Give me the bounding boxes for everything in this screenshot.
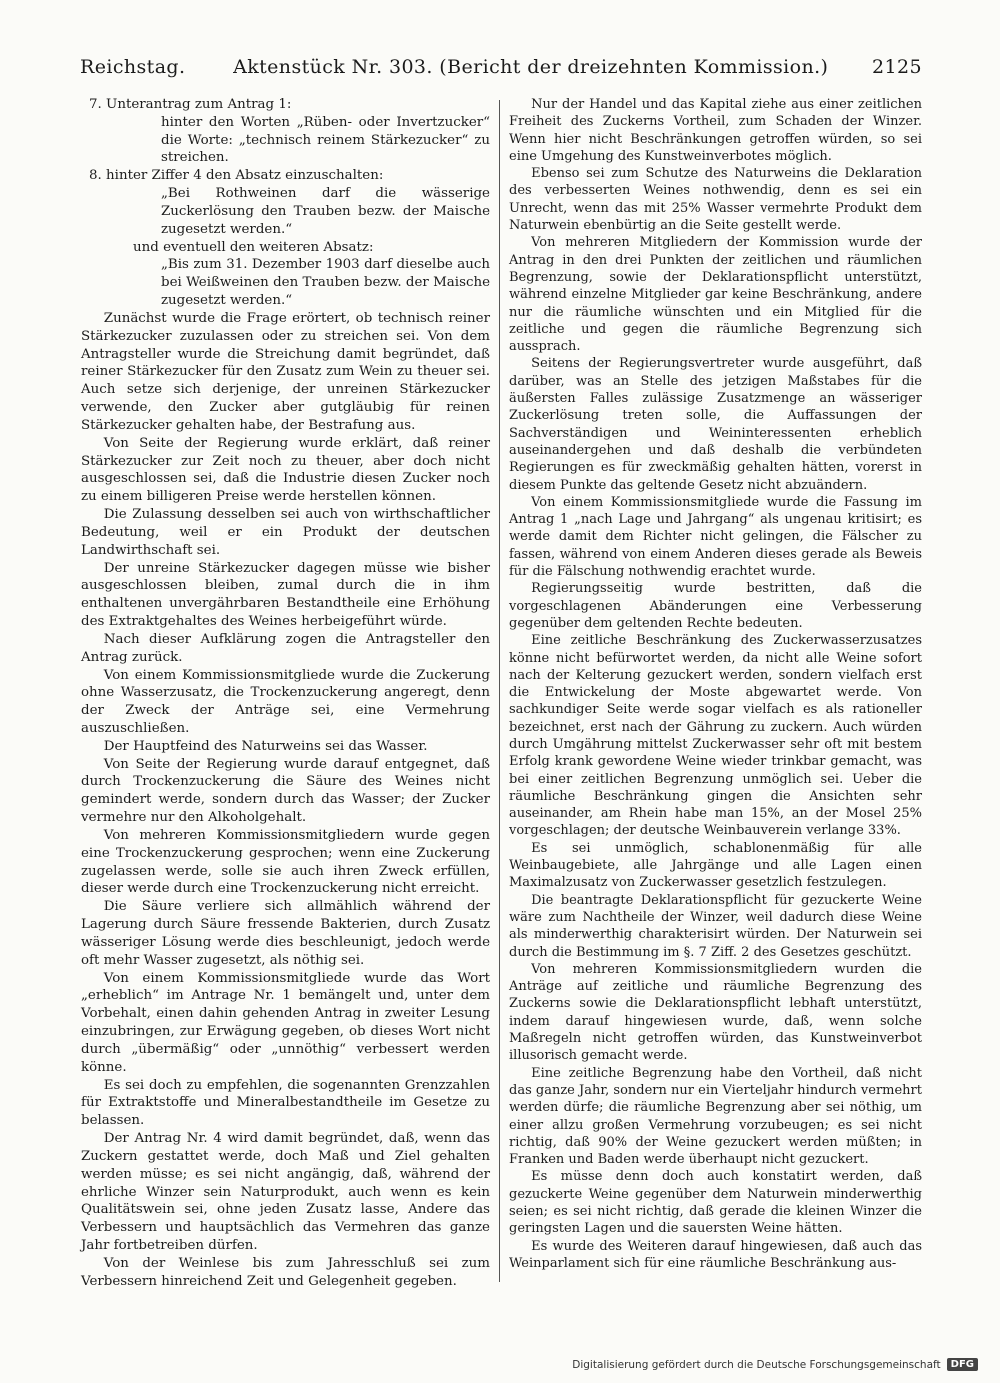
page-number: 2125 [872,56,922,78]
right-column [509,96,922,1272]
paragraph: Von mehreren Mitgliedern der Kommission wurde der Antrag in den drei Punkten der zeitlichen und räumlichen Begrenzung, sowie der Deklarationspflicht unterstützt, während einzelne Mitglieder gar keine Beschränkung, andere nur die räumliche wünschten und ein Mitglied für die zeitliche und gegen die räumliche Begrenzung sich aussprach. [509,235,922,355]
paragraph: Ebenso sei zum Schutze des Naturweins die Deklaration des verbesserten Weines nothwendig, denn es sei ein Unrecht, wenn das mit 25% Wasser vermehrte Produkt dem Naturwein ebenbürtig an die Seite gestellt werde. [509,166,922,234]
paragraph: Nach dieser Aufklärung zogen die Antragsteller den Antrag zurück. [81,631,490,665]
header-title: Aktenstück Nr. 303. (Bericht der dreizehnten Kommission.) [233,56,829,78]
paragraph: Seitens der Regierungsvertreter wurde ausgeführt, daß darüber, was an Stelle des jetzigen Maßstabes für die äußersten Falles zulässige Zusatzmenge an wässeriger Zuckerlösung treten solle, die Auffassungen der Sachverständigen und Weininteressenten erheblich auseinandergehen und daß deshalb die verbündeten Regierungen es für zweckmäßig gehalten hätten, vorerst in diesem Punkte das geltende Gesetz nicht abzuändern. [509,356,922,493]
paragraph: Der unreine Stärkezucker dagegen müsse wie bisher ausgeschlossen bleiben, zumal durch die in ihm enthaltenen unvergährbaren Bestandtheile eine Erhöhung des Extraktgehaltes des Weines herbeigeführt würde. [81,560,490,630]
paragraph: Nur der Handel und das Kapital ziehe aus einer zeitlichen Freiheit des Zuckerns Vortheil, zum Schaden der Winzer. Wenn hier nicht Beschränkungen getroffen würden, so sei eine Umgehung des Kunstweinverbotes möglich. [509,97,922,164]
paragraph: Eine zeitliche Begrenzung habe den Vortheil, daß nicht das ganze Jahr, sondern nur ein Vierteljahr hindurch vermehrt werden dürfe; die räumliche Begrenzung aber sei nöthig, um einer allzu großen Vermehrung vorzubeugen; es sei nicht richtig, daß 90% der Weine gezuckert werden müßten; in Franken und Baden werde überhaupt nicht gezuckert. [509,1065,922,1168]
paragraph: Eine zeitliche Beschränkung des Zuckerwasserzusatzes könne nicht befürwortet werden, da nicht alle Weine sofort nach der Kelterung gezuckert werden, sondern vielfach erst die Entwickelung der Moste abgewartet werde. Von sachkundiger Seite werde sogar vielfach es als rationeller bezeichnet, erst nach der Gährung zu zuckern. Auch würden durch Umgährung mittelst Zuckerwasser sehr oft mit bestem Erfolg krank gewordene Weine wieder trinkbar gemacht, was bei einer zeitlichen Begrenzung unmöglich sei. Ueber die räumliche Beschränkung gingen die Ansichten sehr auseinander, am Rhein habe man 15%, an der Mosel 25% vorgeschlagen; der deutsche Weinbauverein verlange 33%. [509,633,922,839]
item-7-text: hinter den Worten „Rüben- oder Invertzucker“ die Worte: „technisch reinem Stärkezucker“ zu streichen. [161,114,490,166]
item-8-quote: „Bei Rothweinen darf die wässerige Zuckerlösung den Trauben bezw. der Maische zugesetzt werden.“ [161,186,490,237]
paragraph: Es müsse denn doch auch konstatirt werden, daß gezuckerte Weine gegenüber dem Naturwein minderwerthig seien; es sei nicht richtig, daß gerade die kleinen Winzer die geringsten Lagen und die sauersten Weine hätten. [509,1169,922,1237]
paragraph: Von Seite der Regierung wurde darauf entgegnet, daß durch Trockenzuckerung die Säure des Weines nicht gemindert werde, sondern durch das Wasser; der Zucker vermehre nur den Alkoholgehalt. [81,756,490,826]
item-8-continuation: und eventuell den weiteren Absatz: [133,239,374,255]
item-8-title: 8. hinter Ziffer 4 den Absatz einzuschalten: [89,168,384,184]
paragraph: Die beantragte Deklarationspflicht für gezuckerte Weine wäre zum Nachtheile der Winzer, weil dadurch diese Weine als minderwerthig charakterisirt würden. Der Naturwein sei durch die Bestimmung im §. 7 Ziff. 2 des Gesetzes geschützt. [509,892,922,960]
paragraph: Zunächst wurde die Frage erörtert, ob technisch reiner Stärkezucker zuzulassen oder zu streichen sei. Von dem Antragsteller wurde die Streichung damit begründet, daß reiner Stärkezucker für den Zusatz zum Wein zu theuer sei. Auch setze sich derjenige, der unreinen Stärkezucker verwende, den Zucker aber gutgläubig für reinen Stärkezucker gehalten habe, der Bestrafung aus. [81,310,490,433]
paragraph: Der Antrag Nr. 4 wird damit begründet, daß, wenn das Zuckern gestattet werde, doch Maß und Ziel gehalten werden müsse; es sei nicht angängig, daß, während der ehrliche Winzer sein Naturprodukt, auch wenn es kein Qualitätswein sei, ohne jeden Zusatz lasse, Andere das Verbessern und hauptsächlich das Vermehren das ganze Jahr fortbetreiben dürfen. [81,1131,490,1253]
dfg-logo: DFG [947,1358,978,1371]
paragraph: Es wurde des Weiteren darauf hingewiesen, daß auch das Weinparlament sich für eine räumliche Beschränkung aus- [509,1238,922,1271]
paragraph: Von Seite der Regierung wurde erklärt, daß reiner Stärkezucker zur Zeit noch zu theuer, aber doch nicht ausgeschlossen sei, daß die Industrie diesen Zucker noch zu einem billigeren Preise werde herstellen können. [81,435,490,505]
item-7-title: 7. Unterantrag zum Antrag 1: [89,97,292,112]
item-8-quote-2: „Bis zum 31. Dezember 1903 darf dieselbe auch bei Weißweinen den Trauben bezw. der Maische zugesetzt werden.“ [161,257,490,309]
header-left: Reichstag. [80,56,186,78]
digitization-credit [572,1358,978,1371]
paragraph: Die Zulassung desselben sei auch von wirthschaftlicher Bedeutung, weil er ein Produkt der deutschen Landwirthschaft sei. [81,507,490,558]
footer-text: Digitalisierung gefördert durch die Deutsche Forschungsgemeinschaft [572,1358,941,1371]
column-divider [499,100,500,1282]
paragraph: Von einem Kommissionsmitgliede wurde die Zuckerung ohne Wasserzusatz, die Trockenzuckerung angeregt, denn der Zweck der Anträge sei, eine Vermehrung auszuschließen. [81,667,490,736]
paragraph: Es sei doch zu empfehlen, die sogenannten Grenzzahlen für Extraktstoffe und Mineralbestandtheile im Gesetze zu belassen. [81,1077,490,1129]
paragraph: Es sei unmöglich, schablonenmäßig für alle Weinbaugebiete, alle Jahrgänge und alle Lagen einen Maximalzusatz von Zuckerwasser gesetzlich festzulegen. [509,840,922,891]
paragraph: Von mehreren Kommissionsmitgliedern wurden die Anträge auf zeitliche und räumliche Begrenzung des Zuckerns sowie die Deklarationspflicht lebhaft unterstützt, indem darauf hingewiesen wurde, daß, wenn solche Maßregeln nicht getroffen würden, das Kunstweinverbot illusorisch gemacht werde. [509,961,922,1064]
page-header [80,56,922,86]
paragraph: Von mehreren Kommissionsmitgliedern wurde gegen eine Trockenzuckerung gesprochen; wenn eine Zuckerung zugelassen werde, solle sie auch ihren Zweck erfüllen, dieser werde durch eine Trockenzuckerung nicht erreicht. [81,827,490,897]
paragraph: Von der Weinlese bis zum Jahresschluß sei zum Verbessern hinreichend Zeit und Gelegenheit gegeben. [81,1255,490,1289]
left-column [81,96,490,1290]
paragraph: Die Säure verliere sich allmählich während der Lagerung durch Säure fressende Bakterien, durch Zusatz wässeriger Lösung werde dies beschleunigt, jedoch werde oft mehr Wasser zugesetzt, als nöthig sei. [81,899,490,968]
paragraph: Der Hauptfeind des Naturweins sei das Wasser. [103,738,428,754]
paragraph: Regierungsseitig wurde bestritten, daß die vorgeschlagenen Abänderungen eine Verbesserung gegenüber dem geltenden Rechte bedeuten. [509,581,922,631]
paragraph: Von einem Kommissionsmitgliede wurde die Fassung im Antrag 1 „nach Lage und Jahrgang“ als ungenau kritisirt; es werde damit dem Richter nicht gelingen, die Fälscher zu fassen, während von einem Anderen dieses gerade als Beweis für die Fälschung nothwendig erachtet wurde. [509,494,922,580]
paragraph: Von einem Kommissionsmitgliede wurde das Wort „erheblich“ im Antrage Nr. 1 bemängelt und, unter dem Vorbehalt, einen dahin gehenden Antrag in zweiter Lesung einzubringen, zur Erwägung gegeben, ob dieses Wort nicht durch „übermäßig“ oder „unnöthig“ verbessert werden könne. [81,970,490,1075]
